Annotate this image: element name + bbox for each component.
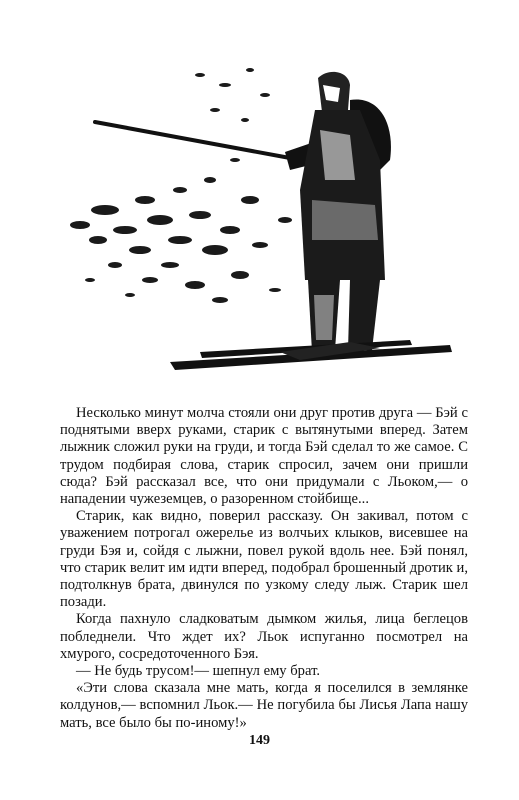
page-number: 149 [249,733,270,748]
paragraph: Несколько минут молча стояли они друг против друга — Бэй с поднятыми вверх руками, старик с вытянутыми вперед. Затем лыжник сложил руки на груди, и тогда Бэй сделал то же самое. С трудом подбирая слова, старик спросил, зачем они пришли сюда? Бэй рассказал все, что они придумали с Льоком,— о нападении чужеземцев, о разоренном стойбище... [60,405,468,508]
skier-with-spear-illustration [50,40,470,390]
paragraph: — Не будь трусом!— шепнул ему брат. [76,663,321,680]
paragraph: Старик, как видно, поверил рассказу. Он закивал, потом с уважением потрогал ожерелье из волчьих клыков, висевшее на груди Бэя и, сойдя с лыжни, повел рукой вдоль нее. Бэй понял, что старик велит им идти вперед, подобрал брошенный дротик и, подтолкнув брата, двинулся по узкому следу лыж. Старик шел позади. [60,508,468,611]
main-text [60,405,468,732]
paragraph: Когда пахнуло сладковатым дымком жилья, лица беглецов побледнели. Что ждет их? Льок испуганно посмотрел на хмурого, сосредоточенного Бэя. [60,611,468,662]
paragraph: «Эти слова сказала мне мать, когда я поселился в землянке колдунов,— вспомнил Льок.— Не погубила бы Лисья Лапа нашу мать, все было бы по-иному!» [60,680,468,731]
